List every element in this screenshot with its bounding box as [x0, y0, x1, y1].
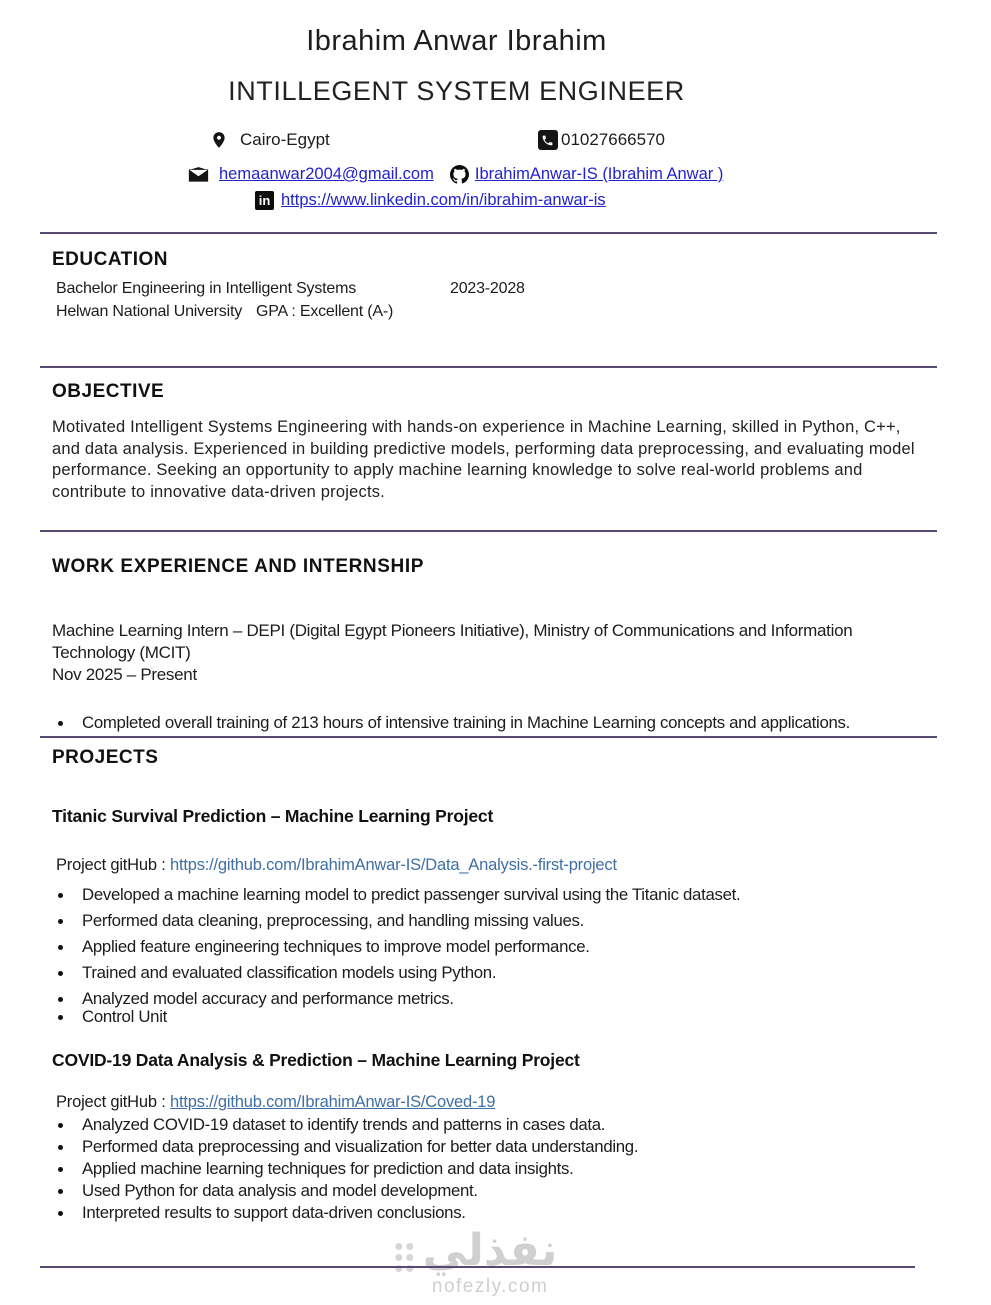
project-github-label: Project gitHub : — [56, 856, 166, 874]
work-role: Machine Learning Intern – DEPI (Digital Egypt Pioneers Initiative), Ministry of Communications and Information Technology (MCIT) — [52, 621, 853, 662]
project-title-covid: COVID-19 Data Analysis & Prediction – Machine Learning Project — [52, 1050, 580, 1070]
objective-heading: OBJECTIVE — [52, 381, 165, 402]
work-heading: WORK EXPERIENCE AND INTERNSHIP — [52, 556, 424, 577]
divider-work — [40, 736, 937, 738]
project-github-label: Project gitHub : — [56, 1093, 166, 1111]
work-bullet-list — [52, 712, 931, 734]
project-bullets-titanic — [52, 884, 931, 1028]
phone-icon — [538, 130, 558, 150]
phone-group — [538, 130, 665, 150]
github-icon — [450, 165, 469, 184]
list-item: Analyzed COVID-19 dataset to identify trends and patterns in cases data. — [52, 1114, 931, 1136]
linkedin-link[interactable]: https://www.linkedin.com/in/ibrahim-anwar-is — [281, 191, 606, 209]
project-github-link-titanic[interactable]: https://github.com/IbrahimAnwar-IS/Data_Analysis.-first-project — [170, 856, 617, 874]
list-item: Analyzed model accuracy and performance metrics. — [52, 988, 931, 1010]
education-degree: Bachelor Engineering in Intelligent Systems — [56, 280, 357, 297]
linkedin-icon: in — [255, 191, 274, 210]
list-item: Control Unit — [52, 1006, 931, 1028]
divider-education — [40, 366, 937, 368]
list-item: Performed data cleaning, preprocessing, and handling missing values. — [52, 910, 931, 932]
divider-bottom — [40, 1266, 915, 1268]
candidate-job-title: INTILLEGENT SYSTEM ENGINEER — [228, 76, 685, 106]
education-dates: 2023-2028 — [450, 280, 525, 297]
email-link[interactable]: hemaanwar2004@gmail.com — [219, 165, 434, 183]
list-item: Applied machine learning techniques for prediction and data insights. — [52, 1158, 931, 1180]
contact-row-location-phone — [52, 130, 861, 150]
list-item: Trained and evaluated classification models using Python. — [52, 962, 931, 984]
watermark-domain: nofezly.com — [431, 1276, 549, 1297]
project-github-line-covid — [52, 1093, 931, 1112]
watermark-arabic-text: نفذلي — [422, 1225, 558, 1276]
watermark — [422, 1225, 558, 1298]
list-item: Performed data preprocessing and visualization for better data understanding. — [52, 1136, 931, 1158]
contact-row-linkedin — [255, 191, 861, 210]
location-text: Cairo-Egypt — [240, 130, 330, 149]
education-university-line — [52, 303, 931, 321]
list-item: Applied feature engineering techniques to improve model performance. — [52, 936, 931, 958]
list-item: Used Python for data analysis and model development. — [52, 1180, 931, 1202]
project-title-titanic: Titanic Survival Prediction – Machine Learning Project — [52, 806, 494, 826]
projects-heading: PROJECTS — [52, 747, 159, 768]
contact-row-email-github — [188, 165, 861, 184]
github-group — [450, 165, 724, 184]
github-link[interactable]: IbrahimAnwar-IS (Ibrahim Anwar ) — [474, 165, 724, 183]
list-item: Interpreted results to support data-driven conclusions. — [52, 1202, 931, 1224]
objective-text: Motivated Intelligent Systems Engineering with hands-on experience in Machine Learning, skilled in Python, C++, and data analysis. Experienced in building predictive models, performing data preprocessing, and evaluating model performance. Seeking an opportunity to apply machine learning knowledge to solve real-world problems and contribute to innovative data-driven projects. — [52, 418, 915, 501]
project-github-line-titanic — [52, 856, 931, 875]
project-github-link-covid[interactable]: https://github.com/IbrahimAnwar-IS/Coved-19 — [170, 1093, 496, 1111]
work-dates: Nov 2025 – Present — [52, 665, 197, 684]
divider-objective — [40, 530, 937, 532]
resume-header — [52, 24, 861, 210]
phone-number: 01027666570 — [560, 130, 665, 149]
candidate-name: Ibrahim Anwar Ibrahim — [306, 25, 607, 57]
education-gpa: GPA : Excellent (A-) — [256, 303, 394, 320]
location-group — [210, 130, 330, 150]
education-heading: EDUCATION — [52, 249, 169, 270]
education-degree-line — [52, 280, 931, 298]
list-item: Developed a machine learning model to predict passenger survival using the Titanic dataset. — [52, 884, 931, 906]
project-bullets-covid — [52, 1114, 931, 1224]
work-bullet: Completed overall training of 213 hours of intensive training in Machine Learning concepts and applications. — [52, 712, 882, 734]
envelope-icon — [188, 167, 209, 183]
map-pin-icon — [210, 130, 228, 150]
divider-top — [40, 232, 937, 234]
education-university: Helwan National University — [56, 303, 242, 320]
